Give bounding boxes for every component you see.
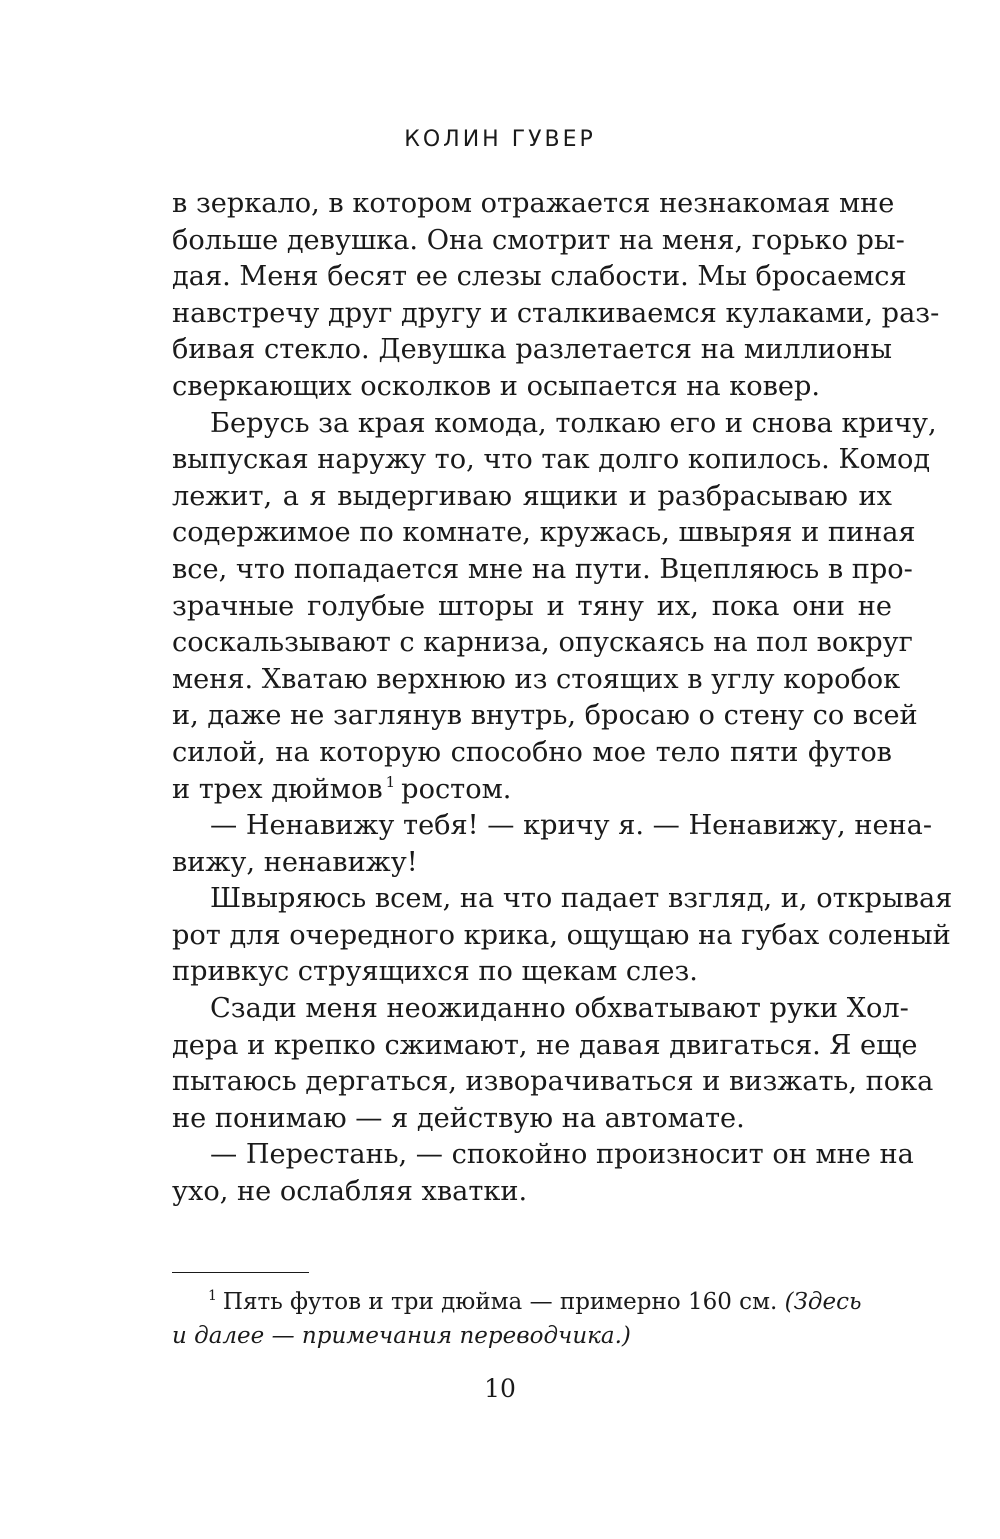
text-line: зрачные голубые шторы и тяну их, пока они не — [172, 590, 892, 622]
text-fragment: и трех дюймов — [172, 773, 383, 805]
text-line: соскальзывают с карниза, опускаясь на пол вокруг — [172, 627, 913, 659]
text-line: Берусь за края комода, толкаю его и снова кричу, — [210, 407, 937, 439]
text-line: и, даже не заглянув внутрь, бросаю о стену со всей — [172, 700, 918, 732]
text-line: Сзади меня неожиданно обхватывают руки Хол- — [210, 993, 909, 1025]
footnote-line — [172, 1319, 892, 1353]
footnote-line — [172, 1285, 892, 1319]
text-line: меня. Хватаю верхнюю из стоящих в углу коробок — [172, 663, 901, 695]
footnote-marker: 1 — [208, 1288, 217, 1304]
text-line: сверкающих осколков и осыпается на ковер. — [172, 370, 821, 402]
text-line: все, что попадается мне на пути. Вцепляюсь в про- — [172, 553, 913, 585]
text-line: силой, на которую способно мое тело пяти футов — [172, 736, 892, 768]
text-line: лежит, а я выдергиваю ящики и разбрасываю их — [172, 480, 892, 512]
footnote-divider — [172, 1272, 309, 1273]
footnote-italic-text: и далее — примечания переводчика.) — [172, 1323, 631, 1349]
text-line: привкус струящихся по щекам слез. — [172, 956, 698, 988]
text-line: вижу, ненавижу! — [172, 846, 418, 878]
text-line: больше девушка. Она смотрит на меня, горько ры- — [172, 224, 905, 256]
page-number: 10 — [484, 1374, 516, 1403]
text-line: пытаюсь дергаться, изворачиваться и визжать, пока — [172, 1066, 934, 1098]
footnote-text: Пять футов и три дюйма — примерно 160 см. — [222, 1289, 778, 1315]
text-line: Швыряюсь всем, на что падает взгляд, и, открывая — [210, 883, 953, 915]
text-line: рот для очередного крика, ощущаю на губах соленый — [172, 919, 951, 951]
body-text — [172, 186, 953, 1211]
text-line: — Ненавижу тебя! — кричу я. — Ненавижу, нена- — [210, 810, 933, 842]
text-line: ухо, не ослабляя хватки. — [172, 1176, 528, 1208]
text-line: навстречу друг другу и сталкиваемся кулаками, раз- — [172, 297, 940, 329]
text-line: в зеркало, в котором отражается незнакомая мне — [172, 188, 895, 219]
text-line: не понимаю — я действую на автомате. — [172, 1102, 745, 1134]
text-line: содержимое по комнате, кружась, швыряя и пиная — [172, 517, 916, 549]
text-line: — Перестань, — спокойно произносит он мне на — [210, 1139, 914, 1171]
text-line: дая. Меня бесят ее слезы слабости. Мы бросаемся — [172, 261, 907, 293]
footnote-italic-text: (Здесь — [784, 1289, 862, 1315]
text-fragment: ростом. — [401, 773, 512, 805]
text-line: бивая стекло. Девушка разлетается на миллионы — [172, 334, 892, 366]
footnote — [172, 1285, 892, 1353]
running-head: КОЛИН ГУВЕР — [404, 127, 596, 152]
text-line: выпуская наружу то, что так долго копилось. Комод — [172, 444, 931, 476]
text-line — [172, 772, 892, 809]
text-line: дера и крепко сжимают, не давая двигаться. Я еще — [172, 1029, 918, 1061]
footnote-reference[interactable]: 1 — [385, 772, 396, 791]
